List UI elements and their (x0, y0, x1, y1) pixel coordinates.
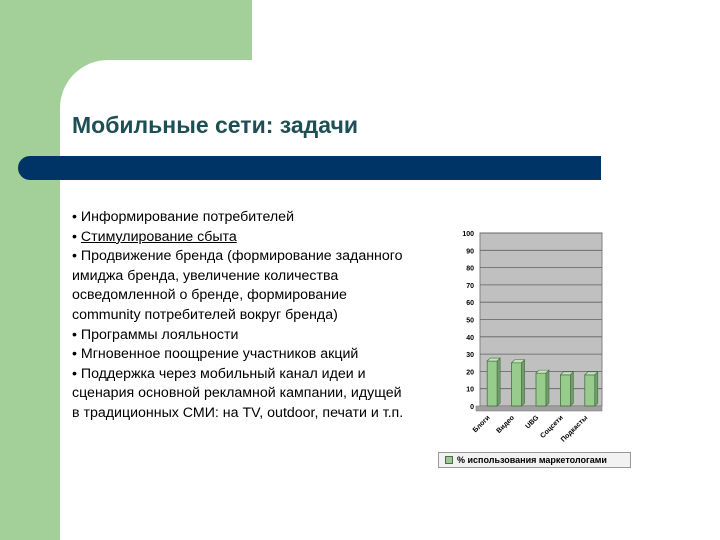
bar-side (497, 358, 500, 406)
plot-floor (476, 406, 602, 411)
bullet-list (72, 208, 412, 424)
bar (536, 373, 546, 406)
x-tick-label: Соцсети (539, 414, 565, 440)
slide-title: Мобильные сети: задачи (72, 112, 358, 138)
x-tick-label: Подкасты (559, 414, 590, 444)
bullet-item: • Мгновенное поощрение участников акций (72, 346, 359, 363)
bar (585, 375, 595, 406)
legend-swatch (445, 456, 453, 464)
y-tick-label: 0 (470, 404, 474, 411)
bullet-item: • Продвижение бренда (формирование заданного имиджа бренда, увеличение количества осведомленной о бренде, формирование community потребителей вокруг бренда) (72, 248, 403, 323)
legend-label: % использования маркетологами (457, 455, 607, 465)
bar-chart (430, 225, 635, 475)
y-tick-label: 40 (466, 334, 474, 342)
chart-legend (438, 452, 631, 468)
y-tick-label: 80 (466, 265, 474, 273)
y-tick-label: 100 (462, 231, 474, 238)
bar (512, 363, 522, 406)
bullet-link-sales[interactable]: Стимулирование сбыта (80, 228, 237, 245)
y-tick-label: 30 (466, 352, 474, 360)
x-tick-label: Видео (495, 414, 517, 435)
x-tick-label: UBG (524, 414, 541, 431)
y-tick-label: 90 (466, 248, 474, 256)
y-tick-label: 20 (466, 369, 474, 377)
bar (487, 361, 497, 406)
y-tick-label: 60 (466, 300, 474, 308)
y-tick-label: 10 (466, 386, 474, 394)
bar-side (522, 360, 525, 406)
y-tick-label: 70 (466, 282, 474, 290)
bullet-item: • Программы лояльности (72, 326, 239, 343)
chart-svg (430, 225, 635, 455)
decor-green-strip (0, 0, 60, 540)
x-tick-label: Блоги (471, 414, 492, 435)
bar (560, 375, 570, 406)
y-tick-label: 50 (466, 317, 474, 325)
bar-side (570, 372, 573, 406)
bullet-mark: • (72, 228, 81, 245)
bar-side (595, 372, 598, 406)
bullet-item (72, 228, 412, 248)
bar-side (546, 370, 549, 406)
title-underline-bar (18, 156, 601, 180)
bullet-item: • Информирование потребителей (72, 209, 294, 225)
bullet-item: • Поддержка через мобильный канал идеи и сценария основной рекламной кампании, идущей в традиционных СМИ: на TV, outdoor, печати и т.п. (72, 365, 404, 421)
